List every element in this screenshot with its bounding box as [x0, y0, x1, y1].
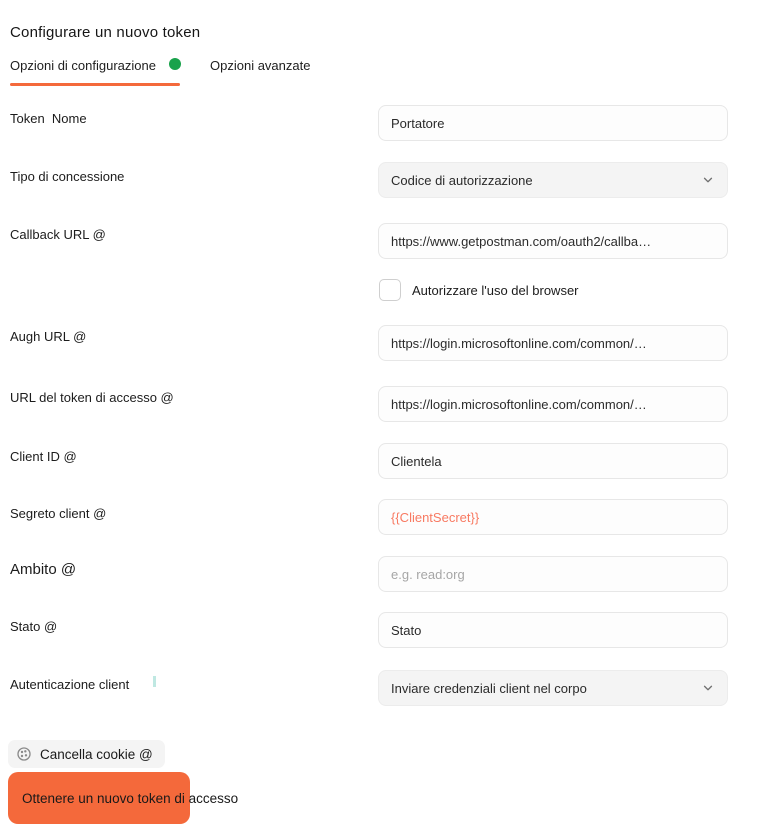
grant-type-selected-value: Codice di autorizzazione	[391, 172, 533, 188]
tab-opzioni-avanzate[interactable]: Opzioni avanzate	[210, 58, 311, 73]
active-tab-underline	[10, 83, 180, 86]
client-auth-select[interactable]	[378, 670, 728, 706]
get-token-button[interactable]	[8, 772, 190, 824]
clear-cookies-label: Cancella cookie @	[40, 746, 153, 762]
chevron-down-icon	[701, 173, 715, 187]
token-name-label: Token Nome	[10, 111, 87, 126]
state-label: Stato @	[10, 619, 58, 634]
browser-auth-label: Autorizzare l'uso del browser	[412, 283, 579, 298]
callback-url-label: Callback URL @	[10, 227, 106, 242]
cookie-icon	[16, 746, 32, 762]
page-title: Configurare un nuovo token	[10, 24, 201, 41]
callback-url-input[interactable]	[378, 223, 728, 259]
get-token-label: Ottenere un nuovo token di accesso	[22, 791, 239, 806]
scope-input[interactable]	[378, 556, 728, 592]
client-auth-label: Autenticazione client	[10, 677, 130, 692]
state-input[interactable]	[378, 612, 728, 648]
clear-cookies-button[interactable]	[8, 740, 165, 768]
grant-type-select[interactable]	[378, 162, 728, 198]
scope-label: Ambito @	[10, 561, 77, 578]
client-secret-input[interactable]	[378, 499, 728, 535]
client-secret-label: Segreto client @	[10, 506, 107, 521]
grant-type-label: Tipo di concessione	[10, 169, 125, 184]
browser-auth-checkbox[interactable]	[379, 279, 401, 301]
auth-url-input[interactable]	[378, 325, 728, 361]
access-token-url-label: URL del token di accesso @	[10, 390, 174, 405]
client-auth-selected-value: Inviare credenziali client nel corpo	[391, 680, 587, 696]
chevron-down-icon	[701, 681, 715, 695]
tab-opzioni-configurazione[interactable]: Opzioni di configurazione	[10, 58, 156, 73]
auth-url-label: Augh URL @	[10, 329, 87, 344]
access-token-url-input[interactable]	[378, 386, 728, 422]
client-id-label: Client ID @	[10, 449, 77, 464]
token-name-input[interactable]	[378, 105, 728, 141]
unsaved-changes-dot	[169, 58, 181, 70]
artifact-mark	[153, 676, 156, 687]
client-id-input[interactable]	[378, 443, 728, 479]
